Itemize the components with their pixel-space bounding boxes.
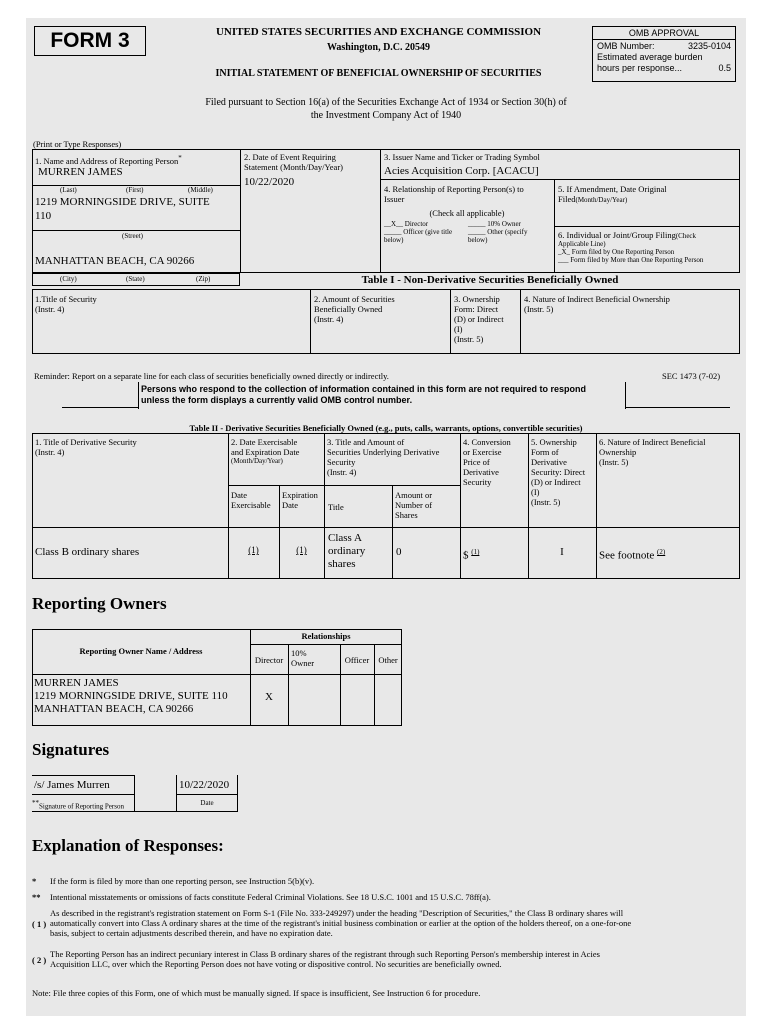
- footnote-1-text: As described in the registrant's registration statement on Form S-1 (File No. 333-249297) under the heading "Description of Securities," the Class B ordinary shares will automatically convert into Class A ordinary shares at the time of the registrant's initial business combination or earlier at the option of the holders thereof, on a one-for-one basis, subject to certain adjustments described therein, and have no expiration date.: [50, 908, 632, 938]
- check-all-applicable: (Check all applicable): [429, 208, 505, 218]
- underlying-amount: 0: [396, 546, 402, 558]
- other-option[interactable]: _____ Other (specify below): [468, 228, 528, 244]
- derivative-security-title: Class B ordinary shares: [35, 546, 140, 558]
- event-date: 10/22/2020: [244, 176, 295, 188]
- price-footnote-link[interactable]: (1): [471, 548, 480, 556]
- table1-col3: 3. Ownership Form: Direct (D) or Indirect (I) (Instr. 5): [454, 294, 504, 344]
- explanation-item-2: ** Intentional misstatements or omissions of facts constitute Federal Criminal Violations. See 18 U.S.C. 1001 and 15 U.S.C. 78ff(a).: [32, 892, 491, 902]
- footnote-1-mark: ( 1 ): [32, 919, 47, 929]
- street-label: (Street): [122, 232, 143, 240]
- officer-header: Officer: [344, 655, 370, 665]
- omb-number-label: OMB Number:: [597, 41, 655, 51]
- date-label: Date: [200, 799, 214, 807]
- filed-pursuant-line2: the Investment Company Act of 1940: [310, 110, 462, 121]
- table2-col1: 1. Title of Derivative Security (Instr. 4): [35, 437, 137, 457]
- omb-approval-box: [592, 26, 736, 82]
- nature-of-ownership: See footnote $^{(2)}$: [599, 548, 666, 562]
- omb-title: OMB APPROVAL: [593, 27, 735, 40]
- omb-notice: Persons who respond to the collection of information contained in this form are not required to respond unless the form displays a currently valid OMB control number.: [138, 382, 626, 409]
- print-type-label: (Print or Type Responses): [33, 139, 122, 149]
- form-title-box: [34, 26, 146, 56]
- signature-value: /s/ James Murren: [34, 779, 110, 791]
- director-header: Director: [254, 655, 284, 665]
- sub-expiration-date: Expiration Date: [282, 490, 318, 510]
- signatures-heading: Signatures: [32, 740, 110, 759]
- ownership-form: I: [560, 546, 564, 558]
- ten-percent-option[interactable]: _____ 10% Owner: [468, 220, 521, 228]
- street-line2: 110: [35, 210, 52, 222]
- zip-label: (Zip): [196, 275, 211, 283]
- statement-title: INITIAL STATEMENT OF BENEFICIAL OWNERSHIP OF SECURITIES: [215, 68, 542, 79]
- explanation-item-1: * If the form is filed by more than one reporting person, see Instruction 5(b)(v).: [32, 876, 315, 886]
- footer-note: Note: File three copies of this Form, one of which must be manually signed. If space is insufficient, See Instruction 6 for procedure.: [32, 988, 481, 998]
- table1-title: Table I - Non-Derivative Securities Beneficially Owned: [361, 274, 619, 286]
- omb-burden-line1: Estimated average burden: [597, 52, 703, 62]
- officer-option[interactable]: _____ Officer (give title below): [384, 228, 453, 244]
- underlying-title: Class A ordinary shares: [328, 532, 366, 570]
- expiration-footnote[interactable]: (1): [296, 545, 307, 555]
- director-mark: X: [265, 691, 273, 703]
- signature-label: **Signature of Reporting Person: [32, 799, 124, 811]
- sub-date-exercisable: Date Exercisable: [231, 490, 271, 510]
- table2-col2: 2. Date Exercisable and Expiration Date (Month/Day/Year): [231, 437, 300, 465]
- table1-col4: 4. Nature of Indirect Beneficial Ownership (Instr. 5): [524, 294, 670, 314]
- filed-pursuant-line1: Filed pursuant to Section 16(a) of the Securities Exchange Act of 1934 or Section 30(h) of: [205, 97, 567, 108]
- table2-col3: 3. Title and Amount of Securities Underlying Derivative Security (Instr. 4): [327, 437, 440, 477]
- conversion-price: $ $^{(1)}$: [463, 548, 480, 562]
- box6-label: 6. Individual or Joint/Group Filing(Check Applicable Line) _X_ Form filed by One Reporting Person ___ Form filed by More than One Reporting Person: [558, 230, 740, 264]
- box5-label: 5. If Amendment, Date Original Filed(Month/Day/Year): [558, 184, 667, 204]
- table2-col4: 4. Conversion or Exercise Price of Derivative Security: [463, 437, 511, 487]
- table1-col2: 2. Amount of Securities Beneficially Owned (Instr. 4): [314, 294, 395, 324]
- table2-col5: 5. Ownership Form of Derivative Security: Direct (D) or Indirect (I) (Instr. 5): [531, 437, 586, 507]
- filing-option-multiple[interactable]: ___ Form filed by More than One Reporting Person: [558, 256, 704, 264]
- reporting-person-name: MURREN JAMES: [38, 166, 123, 178]
- commission-name: UNITED STATES SECURITIES AND EXCHANGE COMMISSION: [215, 26, 542, 38]
- form-title: FORM 3: [50, 29, 130, 52]
- box3-label: 3. Issuer Name and Ticker or Trading Symbol: [384, 152, 540, 162]
- sub-amount: Amount or Number of Shares: [395, 490, 433, 520]
- omb-burden-line2: hours per response...: [597, 63, 683, 73]
- state-label: (State): [126, 275, 145, 283]
- city-line: MANHATTAN BEACH, CA 90266: [35, 255, 195, 267]
- table2-title: Table II - Derivative Securities Beneficially Owned (e.g., puts, calls, warrants, options, convertible securities): [189, 423, 583, 433]
- sub-title: Title: [328, 502, 344, 512]
- issuer-name: Acies Acquisition Corp. [ACACU]: [384, 165, 539, 177]
- reporting-owners-heading: Reporting Owners: [32, 594, 167, 613]
- street-line1: 1219 MORNINGSIDE DRIVE, SUITE: [35, 196, 210, 208]
- owner-name-header: Reporting Owner Name / Address: [79, 646, 203, 656]
- table1-col1: 1.Title of Security (Instr. 4): [35, 294, 97, 314]
- date-exercisable-footnote[interactable]: (1): [248, 545, 259, 555]
- city-label: (City): [60, 275, 77, 283]
- sec-code: SEC 1473 (7-02): [662, 371, 721, 381]
- reminder-text: Reminder: Report on a separate line for each class of securities beneficially owned directly or indirectly.: [34, 371, 389, 381]
- form-page: [26, 18, 746, 1016]
- filing-option-one[interactable]: _X_ Form filed by One Reporting Person: [558, 248, 675, 256]
- owner-address: MURREN JAMES 1219 MORNINGSIDE DRIVE, SUITE 110 MANHATTAN BEACH, CA 90266: [34, 677, 228, 715]
- commission-city: Washington, D.C. 20549: [326, 42, 431, 53]
- director-option[interactable]: __X__ Director: [384, 220, 429, 228]
- signature-date: 10/22/2020: [179, 779, 230, 791]
- other-header: Other: [378, 655, 398, 665]
- box1-label: 1. Name and Address of Reporting Person*: [35, 154, 182, 166]
- last-label: (Last): [60, 186, 77, 194]
- ten-pct-header: 10% Owner: [291, 648, 315, 668]
- box4-label: 4. Relationship of Reporting Person(s) to Issuer: [384, 184, 524, 204]
- table2-col6: 6. Nature of Indirect Beneficial Ownership (Instr. 5): [599, 437, 706, 467]
- footnote-2-mark: ( 2 ): [32, 955, 47, 965]
- nature-footnote-link[interactable]: (2): [657, 548, 666, 556]
- explanation-heading: Explanation of Responses:: [32, 836, 224, 855]
- relationships-header: Relationships: [301, 631, 351, 641]
- omb-number-value: 3235-0104: [687, 41, 731, 51]
- box2-label: 2. Date of Event Requiring Statement (Month/Day/Year): [244, 152, 343, 172]
- omb-burden-value: 0.5: [718, 63, 731, 73]
- footnote-2-text: The Reporting Person has an indirect pecuniary interest in Class B ordinary shares of the registrant through such Reporting Person's membership interest in Acies Acquisition LLC, over which the Reporting Person does not have voting or dispositive control. No securities are beneficially owned.: [50, 949, 600, 969]
- first-label: (First): [126, 186, 144, 194]
- middle-label: (Middle): [188, 186, 213, 194]
